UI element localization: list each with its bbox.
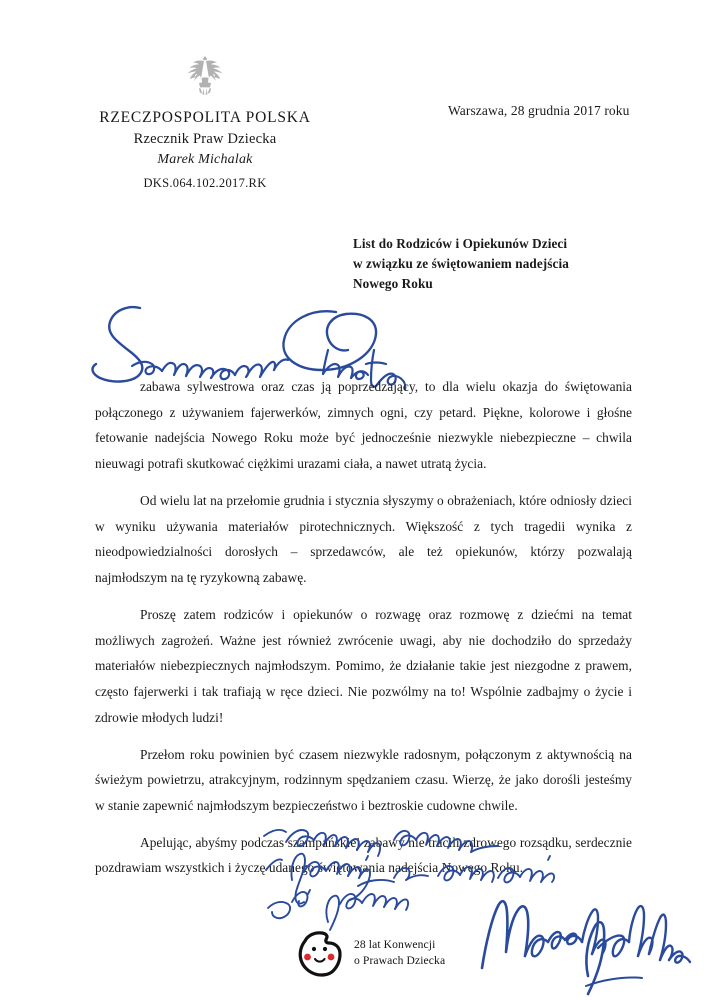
- letter-body: [95, 374, 632, 881]
- subject-line-3: Nowego Roku: [353, 276, 433, 292]
- footer-logo-caption-line-2: o Prawach Dziecka: [354, 954, 446, 967]
- footer-logo: [295, 927, 445, 979]
- subject-block: [353, 234, 653, 294]
- subject-line-2: w związku ze świętowaniem nadejścia: [353, 256, 569, 272]
- letterhead-line-office: Rzecznik Praw Dziecka: [133, 130, 277, 147]
- handwritten-signature: [478, 888, 698, 1000]
- dateline: Warszawa, 28 grudnia 2017 roku: [448, 103, 630, 118]
- body-paragraph: Apelując, abyśmy podczas szampańskiej zabawy nie tracili zdrowego rozsądku, serdecznie pozdrawiam wszystkich i życzę udanego świętowania nadejścia Nowego Roku.: [95, 834, 632, 876]
- subject-line-1: List do Rodziców i Opiekunów Dzieci: [353, 236, 568, 251]
- letterhead-line-name: Marek Michalak: [157, 152, 253, 168]
- body-paragraph: zabawa sylwestrowa oraz czas ją poprzedzający, to dla wielu okazja do świętowania połączonego z używaniem fajerwerków, zimnych ogni, czy petard. Piękne, kolorowe i głośne fetowanie nadejścia Nowego Roku może być jednocześnie niezwykle niebezpieczne – chwila nieuwagi potrafi skutkować ciężkimi urazami ciała, a nawet utratą życia.: [95, 379, 632, 472]
- letterhead-line-republic: RZECZPOSPOLITA POLSKA: [99, 109, 311, 126]
- body-paragraph: Od wielu lat na przełomie grudnia i stycznia słyszymy o obrażeniach, które odniosły dzieci w wyniku używania materiałów pirotechnicznych. Większość z tych tragedii wynika z nieodpowiedzialności dorosłych – sprzedawców, ale też opiekunów, którzy pozwalają najmłodszym na tę ryzykowną zabawę.: [95, 492, 632, 586]
- body-paragraph: Przełom roku powinien być czasem niezwykle radosnym, połączonym z aktywnością na świeżym powietrzu, atrakcyjnym, rodzinnym spędzaniem czasu. Wierzę, że jako dorośli jesteśmy w stanie zapewnić najmłodszym bezpieczeństwo i beztroskie cudowne chwile.: [95, 746, 632, 814]
- letterhead: [55, 52, 355, 170]
- footer-logo-caption: [354, 937, 445, 968]
- polish-eagle-emblem: [177, 52, 233, 102]
- reference-number: DKS.064.102.2017.RK: [143, 176, 267, 190]
- footer-logo-caption-line-1: 28 lat Konwencji: [354, 938, 436, 952]
- body-paragraph: Proszę zatem rodziców i opiekunów o rozwagę oraz rozmowę z dziećmi na temat możliwych zagrożeń. Ważne jest również zwrócenie uwagi, aby nie dochodziło do sprzedaży materiałów niebezpiecznych najmłodszym. Pomimo, że działanie takie jest niezgodne z prawem, często fajerwerki i tak trafiają w ręce dzieci. Nie pozwólmy na to! Wspólnie zadbajmy o życie i zdrowie młodych ludzi!: [95, 606, 632, 725]
- poland-map-face-logo: [295, 927, 345, 979]
